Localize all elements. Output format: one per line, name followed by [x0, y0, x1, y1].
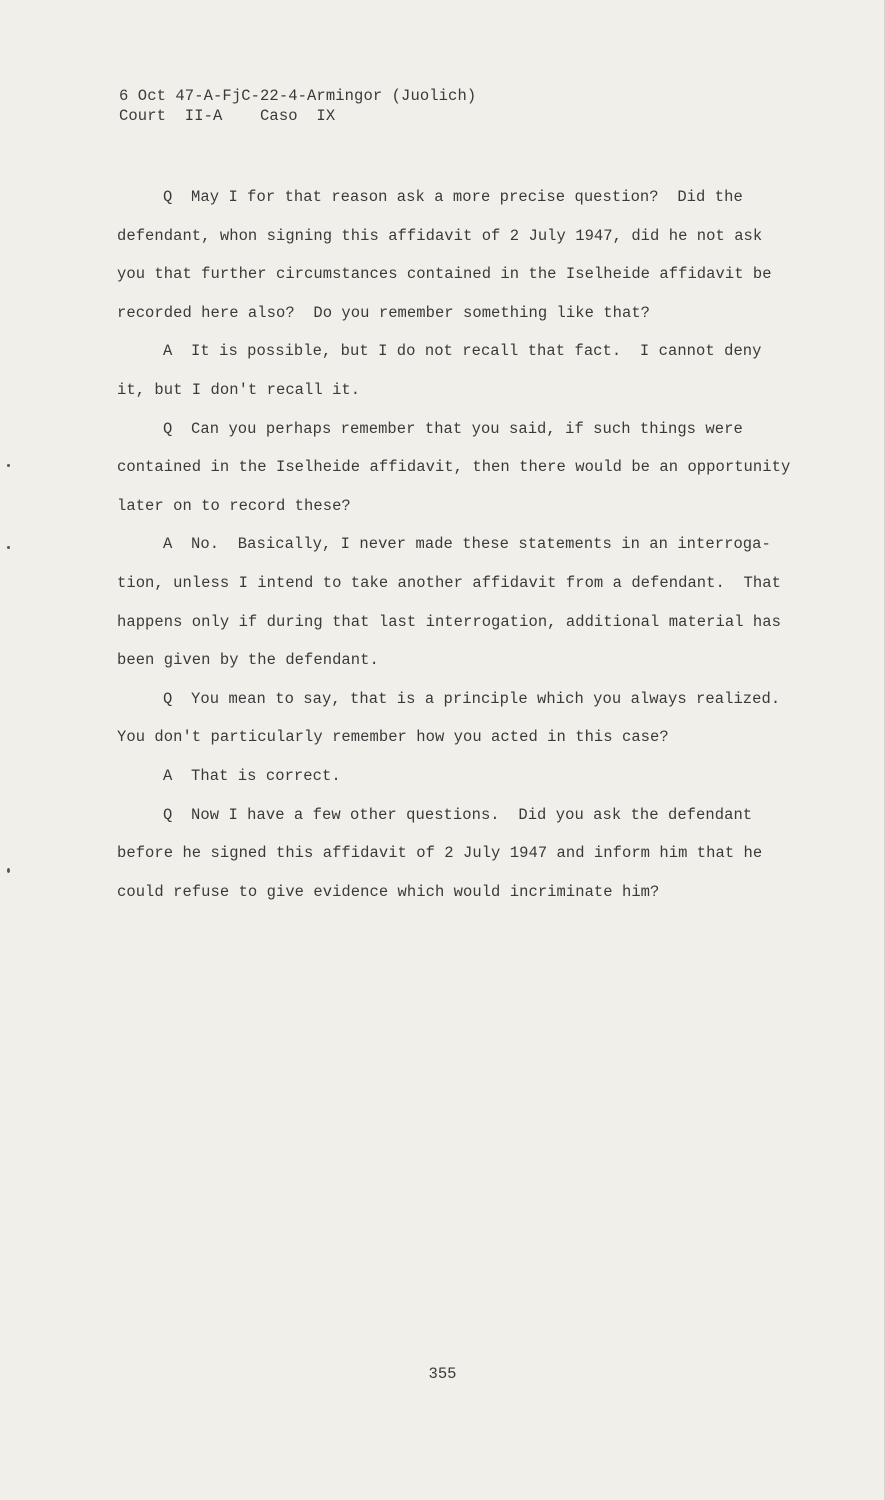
scan-speck: [7, 868, 10, 873]
transcript-paragraph: [117, 178, 817, 332]
transcript-line: Q May I for that reason ask a more precise question? Did the: [163, 188, 743, 206]
transcript-line: it, but I don't recall it.: [117, 380, 361, 399]
transcript-paragraph: [117, 410, 817, 526]
transcript-line: you that further circumstances contained in the Iselheide affidavit be: [117, 265, 772, 284]
transcript-line: You don't particularly remember how you acted in this case?: [117, 728, 669, 747]
transcript-line: Q Can you perhaps remember that you said, if such things were: [163, 419, 743, 438]
transcript-line: recorded here also? Do you remember something like that?: [117, 303, 651, 322]
transcript-line: contained in the Iselheide affidavit, then there would be an opportunity: [117, 458, 791, 477]
scan-speck: [7, 546, 10, 549]
page-number: 355: [428, 1365, 457, 1383]
header-court-case-line: Court II-A Caso IX: [119, 107, 336, 125]
transcript-line: A It is possible, but I do not recall that fact. I cannot deny: [163, 342, 762, 361]
transcript-line: A That is correct.: [163, 766, 341, 785]
transcript-paragraph: [117, 680, 817, 757]
transcript-paragraph: [117, 796, 817, 912]
transcript-line: tion, unless I intend to take another affidavit from a defendant. That: [117, 573, 781, 592]
transcript-paragraph: [117, 332, 817, 409]
transcript-line: A No. Basically, I never made these statements in an interroga-: [163, 535, 771, 554]
transcript-line: later on to record these?: [117, 496, 351, 515]
scan-speck: [7, 464, 10, 467]
header-reference-line: 6 Oct 47-A-FjC-22-4-Armingor (Juolich): [119, 87, 477, 105]
transcript-paragraph: [117, 525, 817, 679]
transcript-body: [117, 178, 817, 911]
transcript-line: could refuse to give evidence which would incriminate him?: [117, 882, 660, 901]
document-header: [119, 86, 476, 126]
transcript-line: Q You mean to say, that is a principle which you always realized.: [163, 689, 781, 708]
transcript-line: Q Now I have a few other questions. Did you ask the defendant: [163, 805, 753, 824]
transcript-line: before he signed this affidavit of 2 July 1947 and inform him that he: [117, 844, 763, 863]
transcript-line: happens only if during that last interrogation, additional material has: [117, 612, 781, 631]
transcript-line: defendant, whon signing this affidavit of 2 July 1947, did he not ask: [117, 226, 763, 245]
transcript-paragraph: [117, 757, 817, 796]
transcript-line: been given by the defendant.: [117, 651, 379, 670]
